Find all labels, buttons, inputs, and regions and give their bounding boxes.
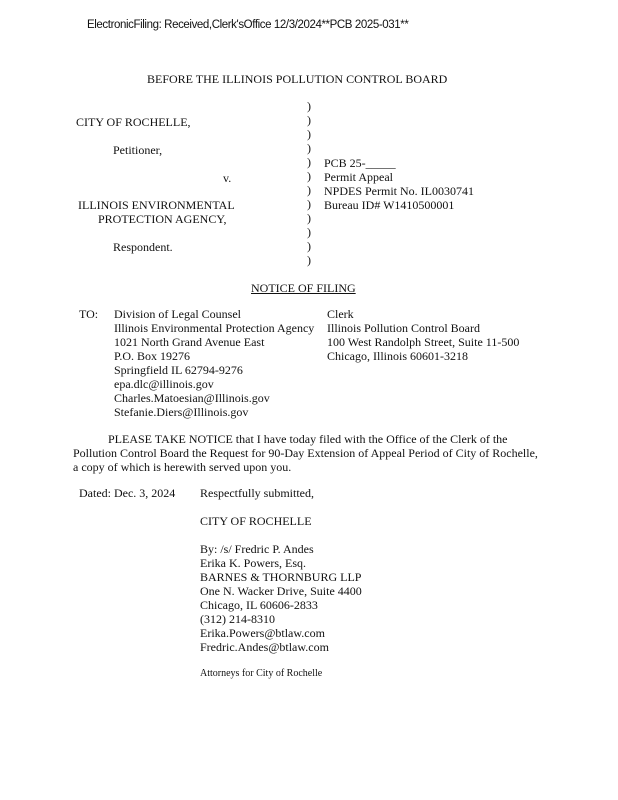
court-title: BEFORE THE ILLINOIS POLLUTION CONTROL BOARD <box>147 72 448 86</box>
recipient-line: Illinois Pollution Control Board <box>327 321 481 335</box>
recipient-line: Illinois Environmental Protection Agency <box>114 321 315 335</box>
recipient-left-block <box>114 307 314 419</box>
body-line-2: Pollution Control Board the Request for 90-Day Extension of Appeal Period of City of Rochelle, <box>73 446 538 460</box>
body-line-1: PLEASE TAKE NOTICE that I have today filed with the Office of the Clerk of the <box>108 432 508 446</box>
petitioner-name: CITY OF ROCHELLE, <box>76 115 191 129</box>
paren: ) <box>307 141 311 155</box>
signature-email: Erika.Powers@btlaw.com <box>200 626 325 640</box>
signature-line: Chicago, IL 60606-2833 <box>200 598 318 612</box>
paren: ) <box>307 127 311 141</box>
recipient-email: Stefanie.Diers@Illinois.gov <box>114 405 249 419</box>
to-label: TO: <box>79 307 99 321</box>
paren: ) <box>307 183 311 197</box>
recipient-line: P.O. Box 19276 <box>114 349 191 363</box>
paren: ) <box>307 197 311 211</box>
signature-line: BARNES & THORNBURG LLP <box>200 570 362 584</box>
paren: ) <box>307 99 311 113</box>
signatory-org: CITY OF ROCHELLE <box>200 514 312 528</box>
recipient-line: Clerk <box>327 307 354 321</box>
recipient-line: 1021 North Grand Avenue East <box>114 335 265 349</box>
paren: ) <box>307 253 311 267</box>
recipient-line: Springfield IL 62794-9276 <box>114 363 243 377</box>
recipient-line: Division of Legal Counsel <box>114 307 241 321</box>
petitioner-role: Petitioner, <box>113 143 163 157</box>
notice-title: NOTICE OF FILING <box>251 281 356 295</box>
bureau-id: Bureau ID# W1410500001 <box>324 198 455 212</box>
attorneys-for: Attorneys for City of Rochelle <box>200 668 323 679</box>
respondent-name-line2: PROTECTION AGENCY, <box>98 212 227 226</box>
respondent-role: Respondent. <box>113 240 173 254</box>
paren: ) <box>307 169 311 183</box>
recipient-line: Chicago, Illinois 60601-3218 <box>327 349 468 363</box>
paren: ) <box>307 211 311 225</box>
signature-line: By: /s/ Fredric P. Andes <box>200 542 314 556</box>
paren: ) <box>307 225 311 239</box>
signature-line: One N. Wacker Drive, Suite 4400 <box>200 584 362 598</box>
body-line-3: a copy of which is herewith served upon you. <box>73 460 292 474</box>
dated: Dated: Dec. 3, 2024 <box>79 486 176 500</box>
recipient-email: epa.dlc@illinois.gov <box>114 377 214 391</box>
recipient-email: Charles.Matoesian@Illinois.gov <box>114 391 270 405</box>
recipient-right-block <box>327 307 519 363</box>
recipient-line: 100 West Randolph Street, Suite 11-500 <box>327 335 520 349</box>
paren: ) <box>307 155 311 169</box>
respondent-name-line1: ILLINOIS ENVIRONMENTAL <box>78 198 235 212</box>
paren: ) <box>307 113 311 127</box>
signature-block <box>200 542 362 654</box>
permit-number: NPDES Permit No. IL0030741 <box>324 184 474 198</box>
case-number: PCB 25-_____ <box>324 156 396 170</box>
closing: Respectfully submitted, <box>200 486 314 500</box>
versus: v. <box>223 171 232 185</box>
signature-email: Fredric.Andes@btlaw.com <box>200 640 329 654</box>
signature-line: Erika K. Powers, Esq. <box>200 556 306 570</box>
case-type: Permit Appeal <box>324 170 393 184</box>
paren: ) <box>307 239 311 253</box>
caption-paren-column <box>307 99 317 267</box>
signature-line: (312) 214-8310 <box>200 612 275 626</box>
electronic-filing-stamp: ElectronicFiling: Received,Clerk'sOffice 12/3/2024**PCB 2025-031** <box>87 19 409 31</box>
